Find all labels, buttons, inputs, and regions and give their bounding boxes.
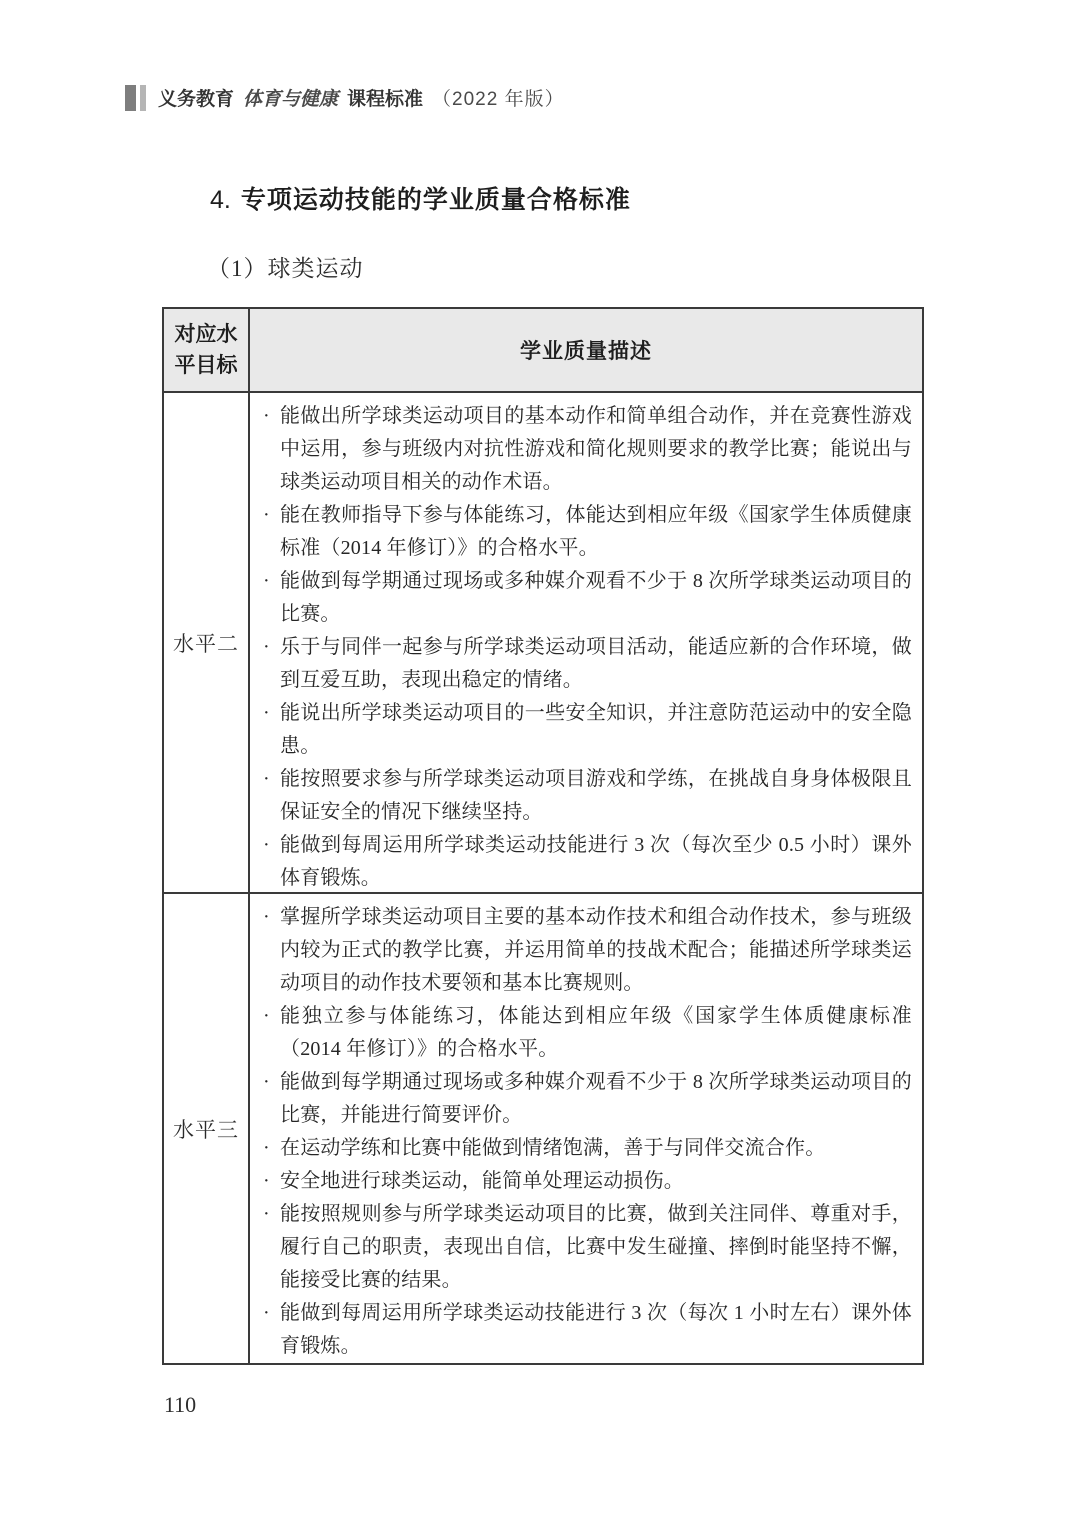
running-header-standard: 课程标准 [347,89,424,110]
table-row-level-3 [164,894,922,1363]
item-text: 能独立参与体能练习，体能达到相应年级《国家学生体质健康标准（2014 年修订）》的合格水平。 [280,1005,912,1060]
bullet-icon: · [263,636,270,658]
bullet-icon: · [263,504,270,526]
section-number: 4. [210,186,231,214]
description-list [250,393,922,895]
item-text: 安全地进行球类运动，能简单处理运动损伤。 [280,1170,684,1192]
bullet-icon: · [263,570,270,592]
description-cell [250,393,922,892]
bullet-icon: · [263,405,270,427]
list-item [263,499,912,565]
bullet-icon: · [263,768,270,790]
level-cell [164,393,250,892]
item-text: 能做到每周运用所学球类运动技能进行 3 次（每次 1 小时左右）课外体育锻炼。 [280,1302,912,1357]
item-text: 在运动学练和比赛中能做到情绪饱满，善于与同伴交流合作。 [280,1137,826,1159]
item-text: 能做出所学球类运动项目的基本动作和简单组合动作，并在竞赛性游戏中运用，参与班级内对抗性游戏和简化规则要求的教学比赛；能说出与球类运动项目相关的动作术语。 [280,405,912,493]
section-title [210,180,631,216]
list-item [263,901,912,1000]
header-mark-light-icon [140,85,146,111]
page-number: 110 [164,1392,197,1417]
list-item [263,631,912,697]
item-text: 能按照要求参与所学球类运动项目游戏和学练，在挑战自身身体极限且保证安全的情况下继续坚持。 [280,768,912,823]
bullet-icon: · [263,1170,270,1192]
item-text: 能按照规则参与所学球类运动项目的比赛，做到关注同伴、尊重对手，履行自己的职责，表现出自信，比赛中发生碰撞、摔倒时能坚持不懈，能接受比赛的结果。 [280,1203,912,1291]
running-header [125,84,574,111]
description-cell [250,894,922,1363]
description-list [250,894,922,1363]
header-mark-dark-icon [125,85,136,111]
item-text: 能做到每学期通过现场或多种媒介观看不少于 8 次所学球类运动项目的比赛，并能进行简要评价。 [280,1071,912,1126]
level-label: 水平三 [173,1117,239,1142]
subsection-title: （1）球类运动 [207,256,364,281]
bullet-icon: · [263,1137,270,1159]
level-label: 水平二 [173,631,239,656]
list-item [263,400,912,499]
list-item [263,1066,912,1132]
quality-standard-table [162,307,924,1365]
list-item [263,1297,912,1363]
item-text: 能做到每学期通过现场或多种媒介观看不少于 8 次所学球类运动项目的比赛。 [280,570,912,625]
list-item [263,697,912,763]
bullet-icon: · [263,1203,270,1225]
list-item [263,1198,912,1297]
bullet-icon: · [263,906,270,928]
column-header-level: 对应水平目标 [164,309,250,391]
bullet-icon: · [263,702,270,724]
running-header-edu: 义务教育 [158,89,235,110]
level-cell [164,894,250,1363]
running-header-edition: （2022 年版） [432,89,565,110]
bullet-icon: · [263,1302,270,1324]
bullet-icon: · [263,1005,270,1027]
item-text: 乐于与同伴一起参与所学球类运动项目活动，能适应新的合作环境，做到互爱互助，表现出稳定的情绪。 [280,636,912,691]
list-item [263,1165,912,1198]
section-title-text: 专项运动技能的学业质量合格标准 [240,186,631,214]
item-text: 掌握所学球类运动项目主要的基本动作技术和组合动作技术，参与班级内较为正式的教学比赛，并运用简单的技战术配合；能描述所学球类运动项目的动作技术要领和基本比赛规则。 [280,906,912,994]
bullet-icon: · [263,834,270,856]
list-item [263,1000,912,1066]
table-row-level-2 [164,393,922,894]
list-item [263,1132,912,1165]
item-text: 能说出所学球类运动项目的一些安全知识，并注意防范运动中的安全隐患。 [280,702,912,757]
bullet-icon: · [263,1071,270,1093]
list-item [263,829,912,895]
table-header-row [164,309,922,393]
running-header-subject: 体育与健康 [243,89,339,110]
item-text: 能在教师指导下参与体能练习，体能达到相应年级《国家学生体质健康标准（2014 年修订）》的合格水平。 [280,504,912,559]
column-header-description: 学业质量描述 [520,340,652,363]
list-item [263,763,912,829]
item-text: 能做到每周运用所学球类运动技能进行 3 次（每次至少 0.5 小时）课外体育锻炼。 [280,834,912,889]
list-item [263,565,912,631]
